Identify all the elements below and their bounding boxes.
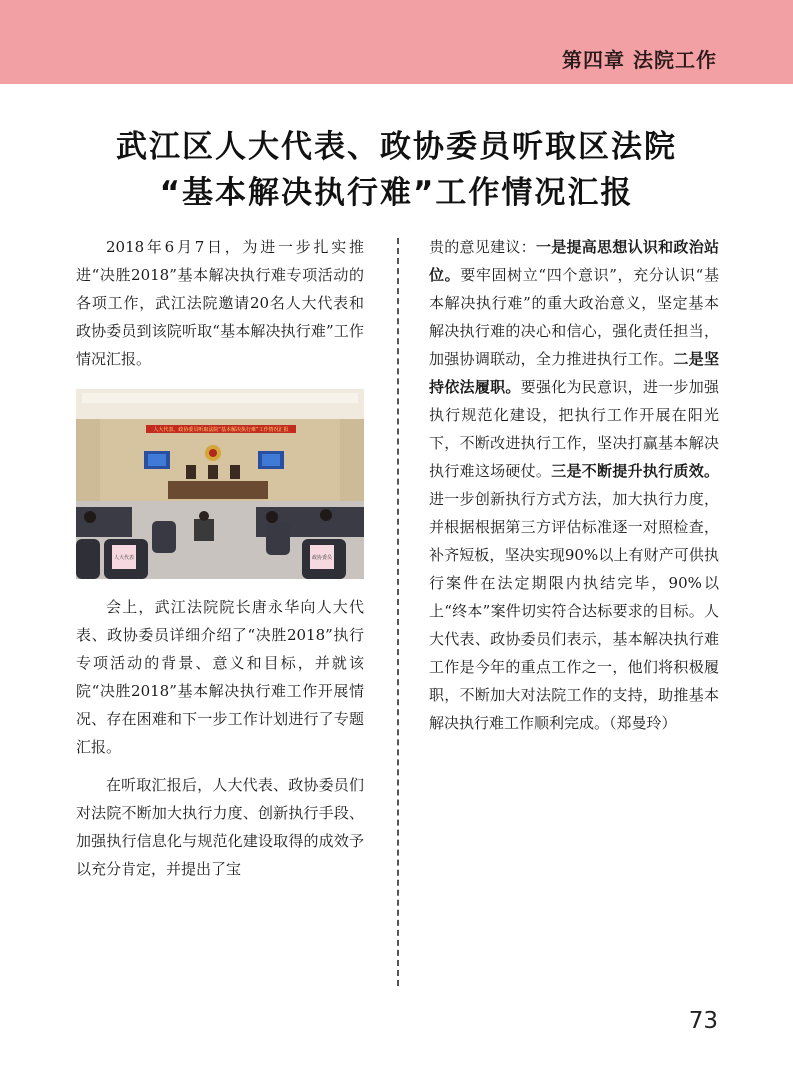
suggestions-lead: 贵的意见建议： <box>429 238 536 256</box>
point-two-heading: 二是坚持依法履职。 <box>429 350 719 396</box>
column-divider <box>397 238 399 986</box>
point-three-heading: 三是不断提升执行质效。 <box>551 462 719 480</box>
feedback-paragraph: 在听取汇报后，人大代表、政协委员们对法院不断加大执行力度、创新执行手段、加强执行信息化与规范化建设取得的成效予以充分肯定，并提出了宝 <box>76 776 364 878</box>
article-title-line-1: 武江区人大代表、政协委员听取区法院 <box>116 129 677 165</box>
courtroom-meeting-illustration <box>76 389 364 579</box>
meeting-photo <box>76 389 364 579</box>
seat-sign-right: 政协委员 <box>311 555 333 561</box>
left-column <box>76 233 364 883</box>
point-one-heading: 一是提高思想认识和政治站位。 <box>429 238 719 284</box>
intro-paragraph: 2018年6月7日，为进一步扎实推进“决胜2018”基本解决执行难专项活动的各项工作，武江法院邀请20名人大代表和政协委员到该院听取“基本解决执行难”工作情况汇报。 <box>76 238 364 368</box>
photo-banner-text: 人大代表、政协委员听取法院“基本解决执行难”工作情况汇报 <box>153 427 289 433</box>
seat-sign-left: 人大代表 <box>113 555 135 561</box>
page-number: 73 <box>688 1008 718 1034</box>
suggestions-paragraph <box>429 233 719 737</box>
right-column <box>429 233 719 737</box>
article-title-line-2: “基本解决执行难”工作情况汇报 <box>159 175 634 211</box>
report-paragraph: 会上，武江法院院长唐永华向人大代表、政协委员详细介绍了“决胜2018”执行专项活动的背景、意义和目标，并就该院“决胜2018”基本解决执行难工作开展情况、存在困难和下一步工作计划进行了专题汇报。 <box>76 598 364 756</box>
chapter-title: 第四章 法院工作 <box>562 48 717 72</box>
point-one-text: 要牢固树立“四个意识”，充分认识“基本解决执行难”的重大政治意义，坚定基本解决执行难的决心和信心，强化责任担当，加强协调联动，全力推进执行工作。 <box>429 266 719 368</box>
point-two-text: 要强化为民意识，进一步加强执行规范化建设，把执行工作开展在阳光下，不断改进执行工作，坚决打赢基本解决执行难这场硬仗。 <box>429 378 719 480</box>
point-three-text: 进一步创新执行方式方法，加大执行力度，并根据根据第三方评估标准逐一对照检查，补齐短板，坚决实现90%以上有财产可供执行案件在法定期限内执结完毕，90%以上“终本”案件切实符合达标要求的目标。人大代表、政协委员们表示，基本解决执行难工作是今年的重点工作之一，他们将积极履职，不断加大对法院工作的支持，助推基本解决执行难工作顺利完成。（郑曼玲） <box>429 490 719 732</box>
article-title <box>0 124 793 216</box>
